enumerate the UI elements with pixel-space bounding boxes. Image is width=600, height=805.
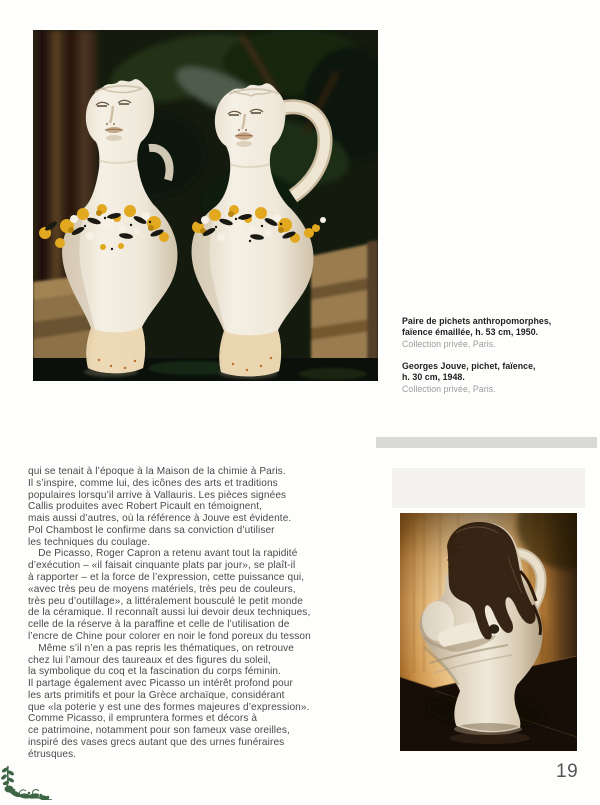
body-text-line: Comme Picasso, il empruntera formes et décors à <box>28 713 258 725</box>
caption-jouve-pitcher <box>402 361 592 395</box>
caption-title-line: faïence émaillée, h. 53 cm, 1950. <box>402 327 539 338</box>
jouve-pitcher-illustration <box>400 513 577 751</box>
floral-ornament-icon <box>0 766 52 800</box>
body-text-line: Pol Chambost le confirme dans sa conviction d’utiliser <box>28 524 275 536</box>
body-text-line: très peu d’outillage», a littéralement bousculé le petit monde <box>28 595 303 607</box>
body-text-line: Il s’inspire, comme lui, des icônes des arts et traditions <box>28 477 278 489</box>
page-number: 19 <box>556 761 579 782</box>
caption-title-line: Paire de pichets anthropomorphes, <box>402 316 552 326</box>
body-text-line: chez lui l’amour des taureaux et des figures du soleil, <box>28 654 271 666</box>
body-text-line: Même s’il n’en a pas repris les thématiques, on retrouve <box>28 642 295 654</box>
body-text-line: les arts primitifs et pour la Grèce archaïque, considérant <box>28 689 285 701</box>
body-text-line: l’encre de Chine pour colorer en noir le fond poreux du tesson <box>28 630 311 642</box>
body-text-line: qui se tenait à l’époque à la Maison de la chimie à Paris. <box>28 466 286 477</box>
body-text-line: celle de la réserve à la paraffine et celle de l’utilisation de <box>28 619 290 631</box>
body-text-line: que «la poterie y est une des formes majeures d’expression». <box>28 701 310 713</box>
body-text-line: De Picasso, Roger Capron a retenu avant tout la rapidité <box>28 548 298 560</box>
caption-credit: Collection privée, Paris. <box>402 383 496 394</box>
body-text-line: Callis produites avec Robert Picault en témoignent, <box>28 501 263 513</box>
photo-light-band <box>392 468 585 508</box>
photo-gray-band <box>376 437 597 448</box>
body-text-line: à rapporter – et la force de l’expression, cette puissance qui, <box>28 572 305 584</box>
body-text-line: la symbolique du coq et la fascination du corps féminin. <box>28 666 282 678</box>
body-text-line: Il partage également avec Picasso un intérêt profond pour <box>28 678 293 690</box>
body-text-line: inspiré des vases grecs autant que des urnes funéraires <box>28 736 285 748</box>
body-text-line: étrusques. <box>28 748 77 760</box>
caption-title-line: h. 30 cm, 1948. <box>402 372 465 383</box>
body-text-line: les techniques du coulage. <box>28 536 151 548</box>
pitchers-photo-illustration <box>33 30 378 381</box>
photo-jouve-woman-pitcher <box>400 513 577 751</box>
body-text-line: «avec très peu de moyens matériels, très peu de couleurs, <box>28 583 296 595</box>
corner-ornament <box>0 766 52 800</box>
article-text <box>28 466 348 761</box>
photo-pair-of-pitchers <box>33 30 378 381</box>
body-text-line: ce patrimoine, notamment pour son fameux vase oreilles, <box>28 725 290 737</box>
body-text-line: de la céramique. Il reconnaît aussi lui devoir deux techniques, <box>28 607 311 619</box>
body-text-line: populaires lorsqu’il arrive à Vallauris. Les pièces signées <box>28 489 287 501</box>
caption-title-line: Georges Jouve, pichet, faïence, <box>402 361 536 371</box>
caption-pair-of-pitchers <box>402 316 592 350</box>
caption-credit: Collection privée, Paris. <box>402 338 496 349</box>
body-text-line: mais aussi d’autres, où la référence à Jouve est évidente. <box>28 513 292 525</box>
body-text-line: d’exécution – «il faisait cinquante plats par jour», se plaît-il <box>28 560 296 572</box>
